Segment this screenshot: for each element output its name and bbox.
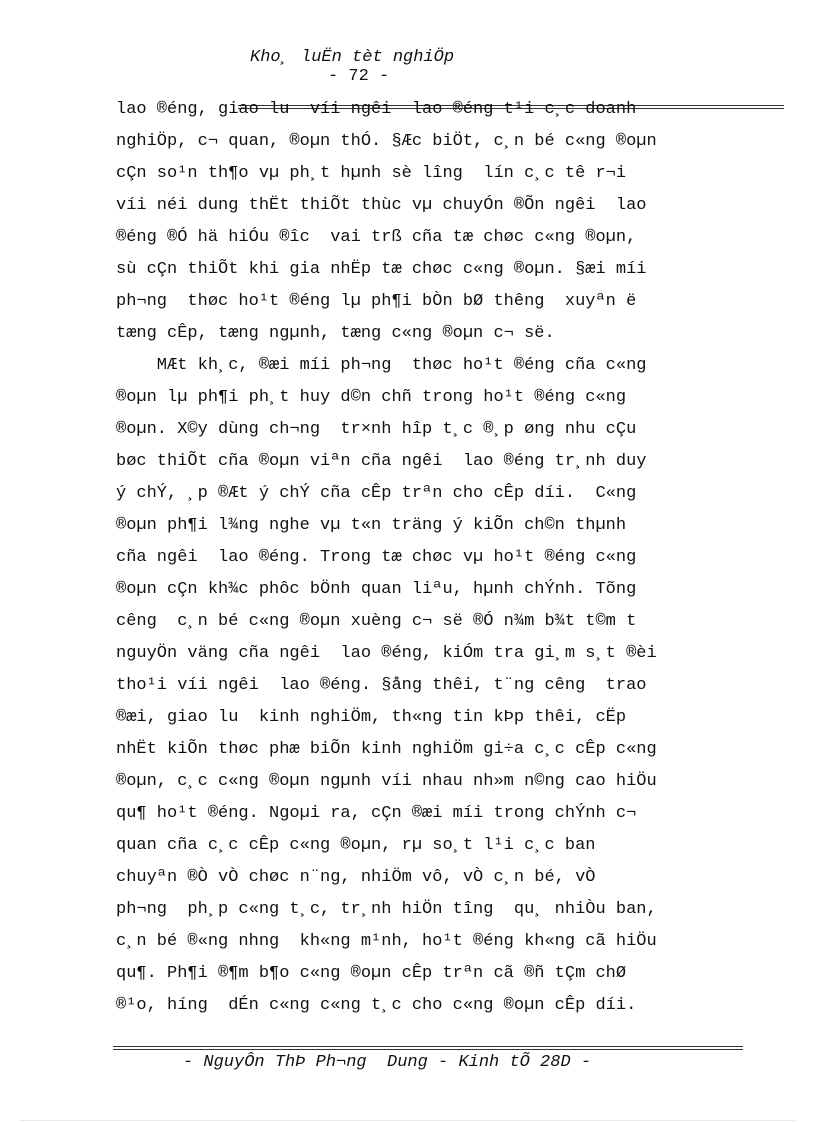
body-line: c¸n bé ®«ng nhng kh«ng m¹nh, ho¹t ®éng kh«ng cã hiÖu [116,932,657,951]
header-title: Kho¸ luËn tèt nghiÖp [250,48,455,67]
body-line: ®¹o, híng dÉn c«ng c«ng t¸c cho c«ng ®oµn cÊp díi. [116,996,637,1015]
body-line: ®oµn ph¶i l¾ng nghe vµ t«n träng ý kiÕn ch©n thµnh [116,516,627,535]
body-line: ph¬ng thøc ho¹t ®éng lµ ph¶i bÒn bØ thêng xuyªn ë [116,292,637,311]
body-line: cêng c¸n bé c«ng ®oµn xuèng c¬ së ®Ó n¾m b¾t t©m t [116,612,637,631]
body-line: víi néi dung thËt thiÕt thùc vµ chuyÓn ®Õn ngêi lao [116,196,647,215]
body-line: ®æi, giao lu kinh nghiÖm, th«ng tin kÞp thêi, cËp [116,708,627,727]
footer-rule-top [113,1046,743,1047]
page-bottom-rule [20,1120,796,1121]
body-line: lao ®éng, giao lu víi ngêi lao ®éng t¹i c¸c doanh [116,100,637,119]
footer-text: - NguyÔn ThÞ Ph¬ng Dung - Kinh tÕ 28D - [183,1053,592,1072]
body-text [116,94,746,1022]
body-line: ph¬ng ph¸p c«ng t¸c, tr¸nh hiÖn tîng qu¸ nhiÒu ban, [116,900,657,919]
body-line: nhËt kiÕn thøc phæ biÕn kinh nghiÖm gi÷a c¸c cÊp c«ng [116,740,657,759]
body-line: sù cÇn thiÕt khi gia nhËp tæ chøc c«ng ®oµn. §æi míi [116,260,647,279]
body-line: ®oµn. X©y dùng ch¬ng tr×nh hîp t¸c ®¸p øng nhu cÇu [116,420,637,439]
body-line: ®oµn cÇn kh¾c phôc bÖnh quan liªu, hµnh chÝnh. Tõng [116,580,637,599]
body-line: cÇn so¹n th¶o vµ ph¸t hµnh sè lîng lín c¸c tê r¬i [116,164,627,183]
body-line: ®éng ®Ó hä hiÓu ®îc vai trß cña tæ chøc c«ng ®oµn, [116,228,637,247]
body-line: chuyªn ®Ò vÒ chøc n¨ng, nhiÖm vô, vÒ c¸n bé, vÒ [116,868,596,887]
body-line: nghiÖp, c¬ quan, ®oµn thÓ. §Æc biÖt, c¸n bé c«ng ®oµn [116,132,657,151]
body-line: cña ngêi lao ®éng. Trong tæ chøc vµ ho¹t ®éng c«ng [116,548,637,567]
body-line: ®oµn lµ ph¶i ph¸t huy d©n chñ trong ho¹t ®éng c«ng [116,388,627,407]
footer-rule-bottom [113,1049,743,1050]
body-line: ý chÝ, ¸p ®Æt ý chÝ cña cÊp trªn cho cÊp díi. C«ng [116,484,637,503]
body-line: tho¹i víi ngêi lao ®éng. §ång thêi, t¨ng cêng trao [116,676,647,695]
body-line: quan cña c¸c cÊp c«ng ®oµn, rµ so¸t l¹i c¸c ban [116,836,596,855]
body-line: qu¶ ho¹t ®éng. Ngoµi ra, cÇn ®æi míi trong chÝnh c¬ [116,804,637,823]
body-line: bøc thiÕt cña ®oµn viªn cña ngêi lao ®éng tr¸nh duy [116,452,647,471]
body-line: MÆt kh¸c, ®æi míi ph¬ng thøc ho¹t ®éng cña c«ng [116,356,647,375]
body-line: tæng cÊp, tæng ngµnh, tæng c«ng ®oµn c¬ së. [116,324,555,343]
page-number: - 72 - [328,67,390,86]
body-line: ®oµn, c¸c c«ng ®oµn ngµnh víi nhau nh»m n©ng cao hiÖu [116,772,657,791]
body-line: qu¶. Ph¶i ®¶m b¶o c«ng ®oµn cÊp trªn cã ®ñ tÇm chØ [116,964,627,983]
body-line: nguyÖn väng cña ngêi lao ®éng, kiÓm tra gi¸m s¸t ®èi [116,644,657,663]
